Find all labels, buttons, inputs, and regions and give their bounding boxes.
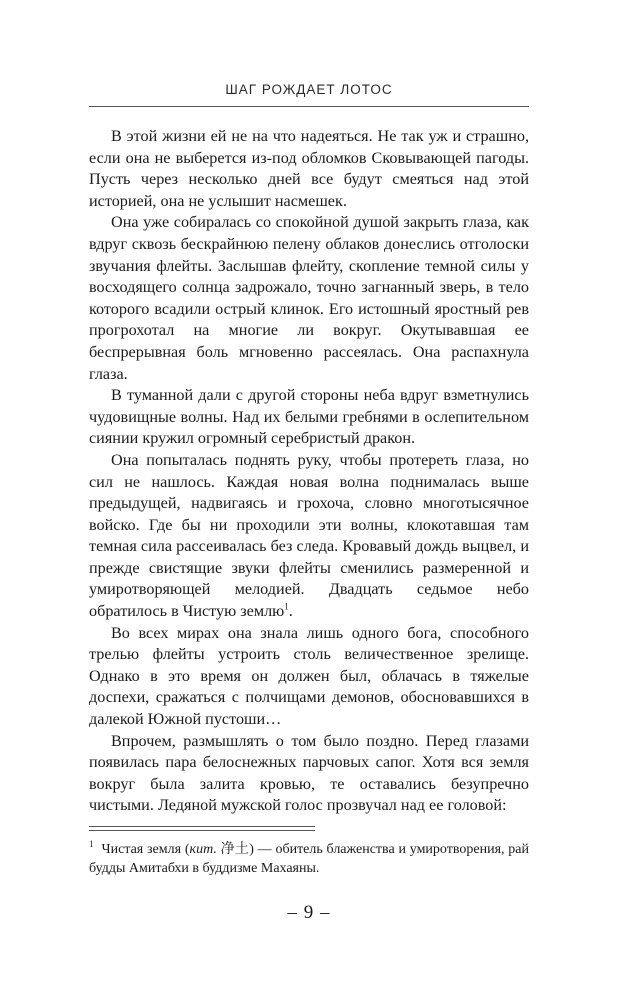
footnote <box>89 840 529 878</box>
footnote-hanzi: 净土 <box>216 842 250 857</box>
footnote-lang: кит. <box>189 842 217 857</box>
footnote-rule <box>89 826 315 831</box>
footnote-text: ) — обитель блаженства и умиротворения, рай будды Амитабхи в буддизме Махаяны. <box>89 842 529 876</box>
running-title: ШАГ РОЖДАЕТ ЛОТОС <box>225 82 393 97</box>
paragraph: В этой жизни ей не на что надеяться. Не так уж и страшно, если она не выберется из-под обломков Сковывающей пагоды. Пусть через несколько дней все будут смеяться над этой историей, она не услышит насмешек. <box>89 127 529 210</box>
paragraph: Во всех мирах она знала лишь одного бога, способного трелью флейты устроить столь величественное зрелище. Однако в это время он должен был, облачась в тяжелые доспехи, сражаться с полчищами демонов, обосновавшихся в далекой Южной пустоши… <box>89 623 529 729</box>
footnote-number: 1 <box>89 839 94 850</box>
paragraph-tail: . <box>288 602 293 621</box>
paragraph-text: Она попыталась поднять руку, чтобы протереть глаза, но сил не нашлось. Каждая новая волна поднималась выше предыдущей, надвигаясь и грохоча, словно многотысячное войско. Где бы ни проходили эти волны, клокотавшая там темная сила рассеивалась без следа. Кровавый дождь выцвел, и прежде свистящие звуки флейты сменились размеренной и умиротворяющей мелодией. Двадцать седьмое небо обратилось в Чистую землю <box>89 450 529 621</box>
paragraph: Впрочем, размышлять о том было поздно. Перед глазами появилась пара белоснежных парчовых сапог. Хотя вся земля вокруг была залита кровью, те оставались безупречно чистыми. Ледяной мужской голос прозвучал над ее головой: <box>89 731 529 815</box>
footnote-marker[interactable]: 1 <box>284 601 289 612</box>
paragraph: Она уже собиралась со спокойной душой закрыть глаза, как вдруг сквозь бескрайнюю пелену облаков донеслись отголоски звучания флейты. Заслышав флейту, скопление темной силы у восходящего солнца задрожало, точно загнанный зверь, в тело которого всадили острый клинок. Его истошный яростный рев прогрохотал на многие ли вокруг. Окутывавшая ее беспрерывная боль мгновенно рассеялась. Она распахнула глаза. <box>89 213 529 383</box>
footnote-term: Чистая земля ( <box>101 842 190 857</box>
paragraph-with-footnote <box>89 450 529 623</box>
main-text <box>89 126 529 817</box>
page-number: – 9 – <box>287 902 331 923</box>
paragraph: В туманной дали с другой стороны неба вдруг взметнулись чудовищные волны. Над их белыми гребнями в ослепительном сиянии кружил огромный серебристый дракон. <box>89 386 529 448</box>
header-rule <box>89 106 529 107</box>
